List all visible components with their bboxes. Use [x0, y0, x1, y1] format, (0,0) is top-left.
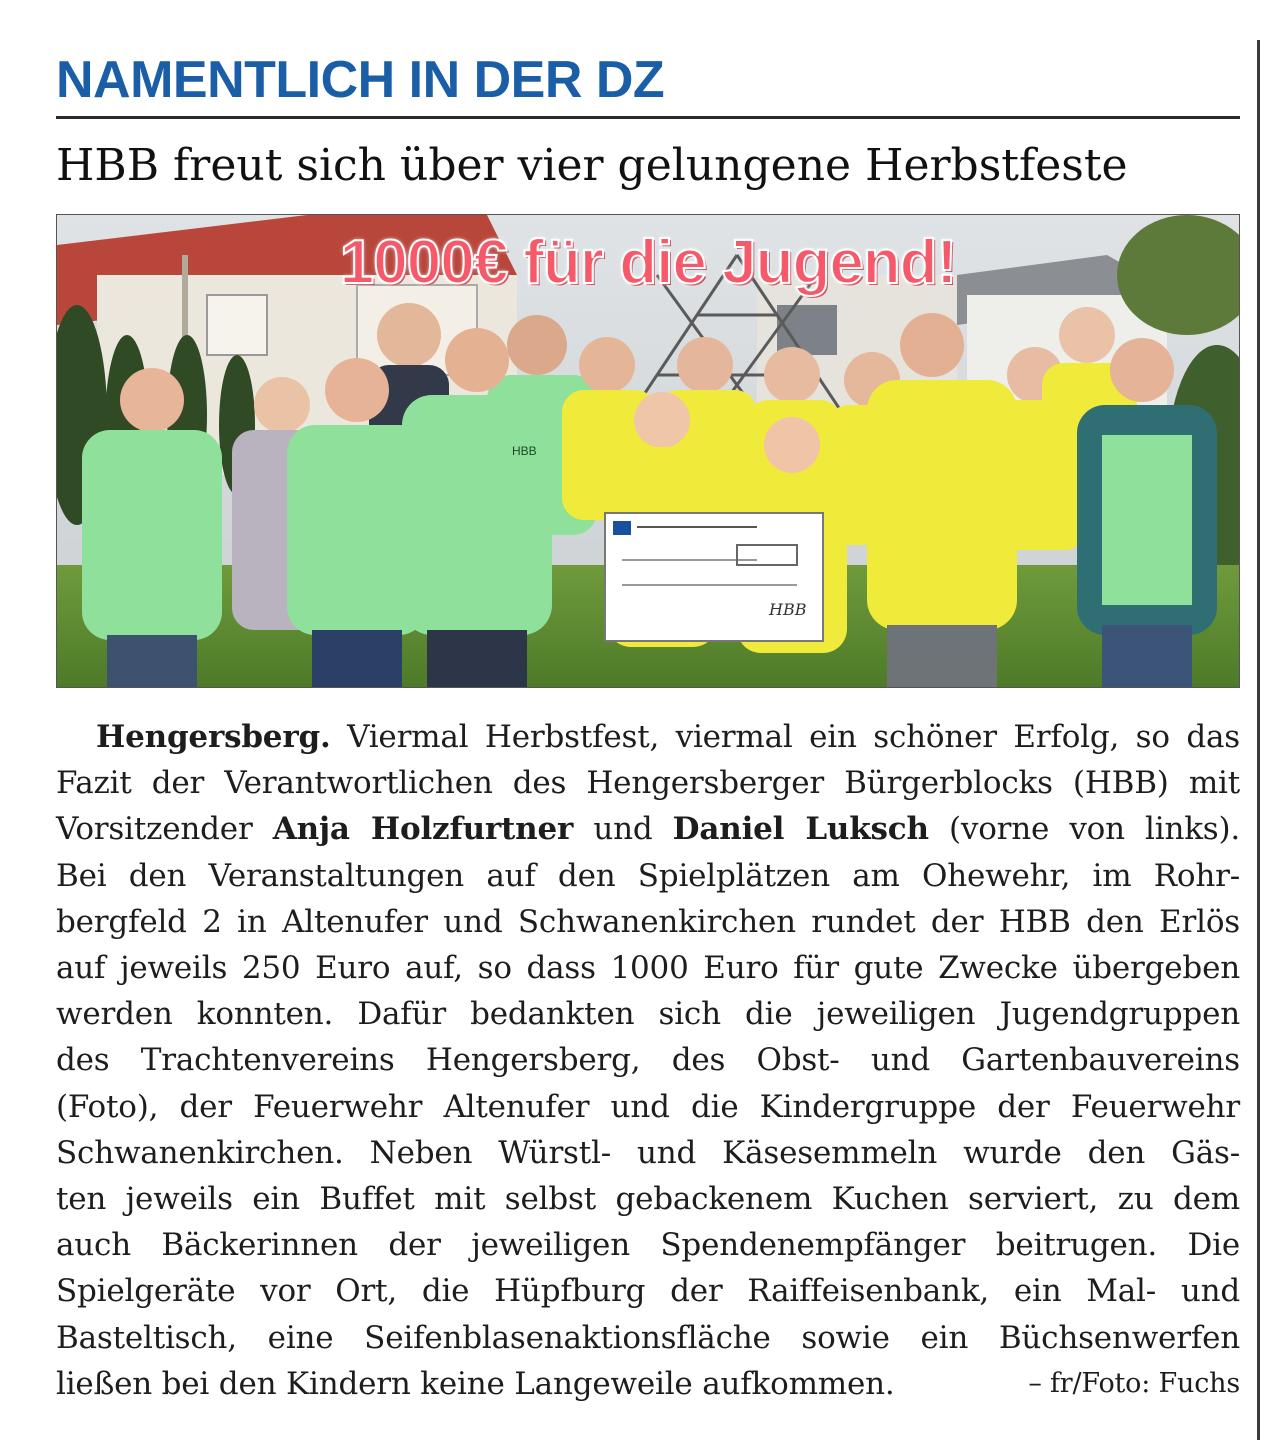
article-line: Fazit der Verantwortlichen des Hengersberger Bürgerblocks (HBB) mit: [56, 765, 1240, 802]
donation-cheque: [605, 513, 823, 641]
article-line: werden konnten. Dafür bedankten sich die jeweiligen Jugendgruppen: [56, 996, 1240, 1033]
article-line: ließen bei den Kindern keine Langeweile aufkommen. – fr/Foto: Fuchs: [56, 1361, 1240, 1407]
header-rule: [56, 116, 1240, 119]
article-line: (Foto), der Feuerwehr Altenufer und die Kindergruppe der Feuerwehr: [56, 1088, 1240, 1125]
article-line: auch Bäckerinnen der jeweiligen Spendenempfänger beitrugen. Die: [56, 1227, 1240, 1264]
article-line: Schwanenkirchen. Neben Würstl- und Käsesemmeln wurde den Gäs-: [56, 1134, 1240, 1171]
article-line: Vorsitzender Anja Holzfurtner und Daniel Luksch (vorne von links).: [56, 811, 1241, 848]
article-body: [56, 714, 1240, 1407]
dateline: Hengersberg.: [96, 719, 331, 755]
article-line: ten jeweils ein Buffet mit selbst gebackenem Kuchen serviert, zu dem: [56, 1181, 1240, 1218]
article-headline: HBB freut sich über vier gelungene Herbstfeste: [56, 140, 1128, 191]
article-line: Bei den Veranstaltungen auf den Spielplätzen am Ohewehr, im Rohr-: [56, 857, 1240, 894]
article-line: des Trachtenvereins Hengersberg, des Obst- und Gartenbauvereins: [56, 1042, 1240, 1079]
article-line: Basteltisch, eine Seifenblasenaktionsfläche sowie ein Büchsenwerfen: [56, 1319, 1240, 1356]
photo-credit: – fr/Foto: Fuchs: [1028, 1367, 1240, 1399]
photo-overlay-caption: 1000€ für die Jugend!: [339, 228, 957, 297]
article-line: Hengersberg. Viermal Herbstfest, viermal ein schöner Erfolg, so das: [96, 719, 1240, 755]
article-line: auf jeweils 250 Euro auf, so dass 1000 Euro für gute Zwecke übergeben: [56, 950, 1240, 987]
column-rule: [1257, 40, 1260, 1440]
article-photo: [56, 214, 1240, 688]
person-name: Daniel Luksch: [672, 811, 929, 848]
check-signature: HBB: [769, 600, 807, 619]
article-line: bergfeld 2 in Altenufer und Schwanenkirchen rundet der HBB den Erlös: [56, 903, 1240, 940]
person-name: Anja Holzfurtner: [272, 811, 574, 848]
article-line: Spielgeräte vor Ort, die Hüpfburg der Raiffeisenbank, ein Mal- und: [56, 1273, 1240, 1310]
section-kicker: NAMENTLICH IN DER DZ: [56, 51, 665, 109]
shirt-logo: HBB: [512, 444, 537, 458]
